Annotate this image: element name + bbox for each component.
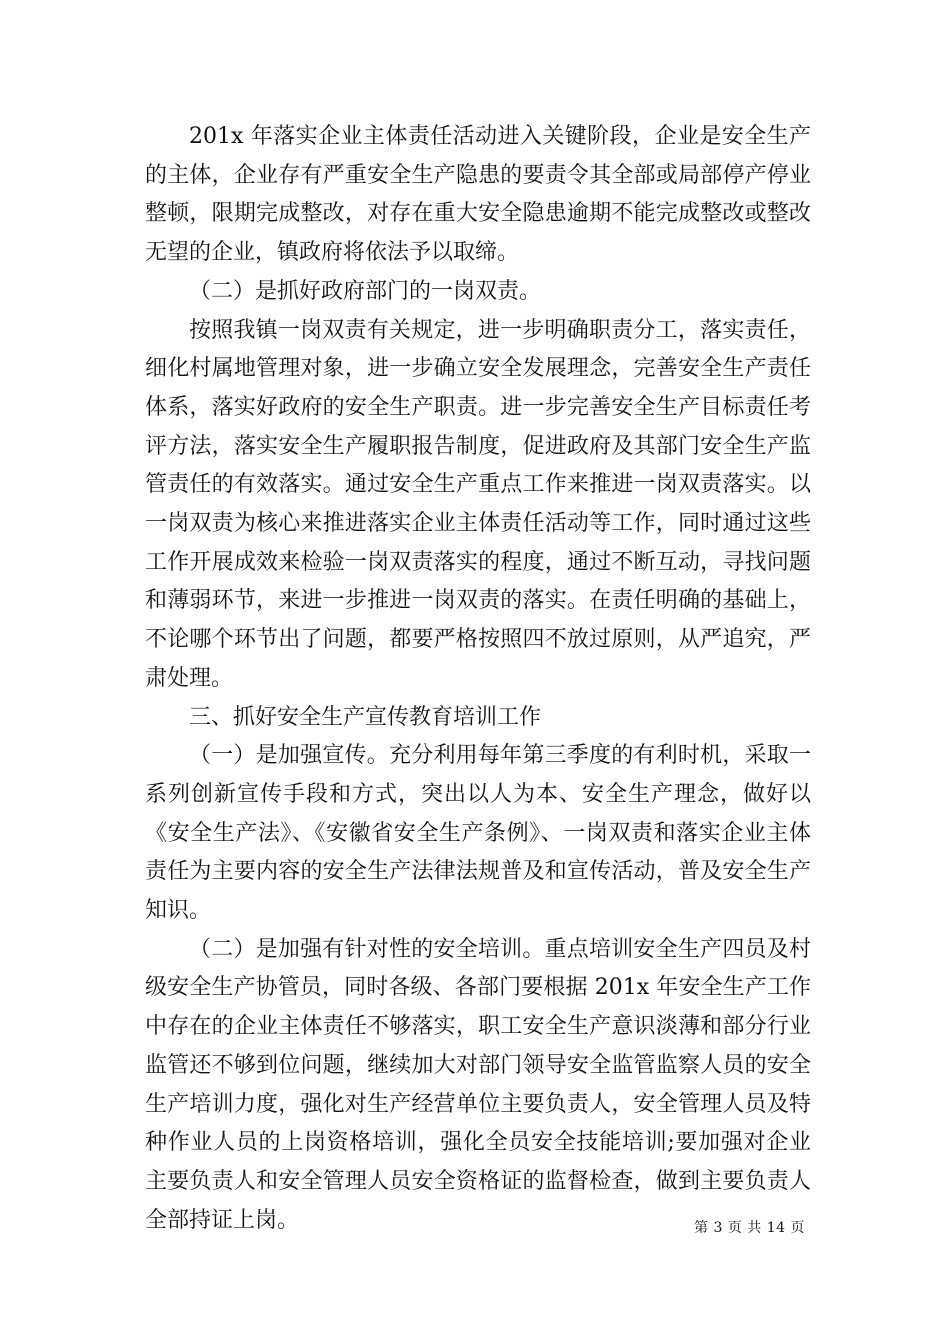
paragraph-enterprise-responsibility: 201x 年落实企业主体责任活动进入关键阶段，企业是安全生产的主体，企业存有严重安全生产隐患的要责令其全部或局部停产停业整顿，限期完成整改，对存在重大安全隐患逾期不能完成整改或整改无望的企业，镇政府将依法予以取缔。 (145, 124, 811, 266)
paragraph-targeted-training: （二）是加强有针对性的安全培训。重点培训安全生产四员及村级安全生产协管员，同时各级、各部门要根据 201x 年安全生产工作中存在的企业主体责任不够落实，职工安全生产意识淡薄和部分行业监管还不够到位问题，继续加大对部门领导安全监管监察人员的安全生产培训力度，强化对生产经营单位主要负责人，安全管理人员及特种作业人员的上岗资格培训，强化全员安全技能培训;要加强对企业主要负责人和安全管理人员安全资格证的监督检查，做到主要负责人全部持证上岗。 (145, 936, 811, 1233)
paragraph-publicity: （一）是加强宣传。充分利用每年第三季度的有利时机，采取一系列创新宣传手段和方式，突出以人为本、安全生产理念，做好以《安全生产法》、《安徽省安全生产条例》、一岗双责和落实企业主体责任为主要内容的安全生产法律法规普及和宣传活动，普及安全生产知识。 (145, 743, 811, 924)
document-body (145, 118, 811, 1240)
subheading-government-duty: （二）是抓好政府部门的一岗双责。 (189, 278, 542, 304)
page-number-footer: 第 3 页 共 14 页 (694, 1220, 805, 1236)
paragraph-government-duty: 按照我镇一岗双责有关规定，进一步明确职责分工，落实责任，细化村属地管理对象，进一步确立安全发展理念，完善安全生产责任体系，落实好政府的安全生产职责。进一步完善安全生产目标责任考评方法，落实安全生产履职报告制度，促进政府及其部门安全生产监管责任的有效落实。通过安全生产重点工作来推进一岗双责落实。以一岗双责为核心来推进落实企业主体责任活动等工作，同时通过这些工作开展成效来检验一岗双责落实的程度，通过不断互动，寻找问题和薄弱环节，来进一步推进一岗双责的落实。在责任明确的基础上，不论哪个环节出了问题，都要严格按照四不放过原则，从严追究，严肃处理。 (145, 317, 811, 691)
section-heading-training: 三、抓好安全生产宣传教育培训工作 (189, 704, 542, 730)
